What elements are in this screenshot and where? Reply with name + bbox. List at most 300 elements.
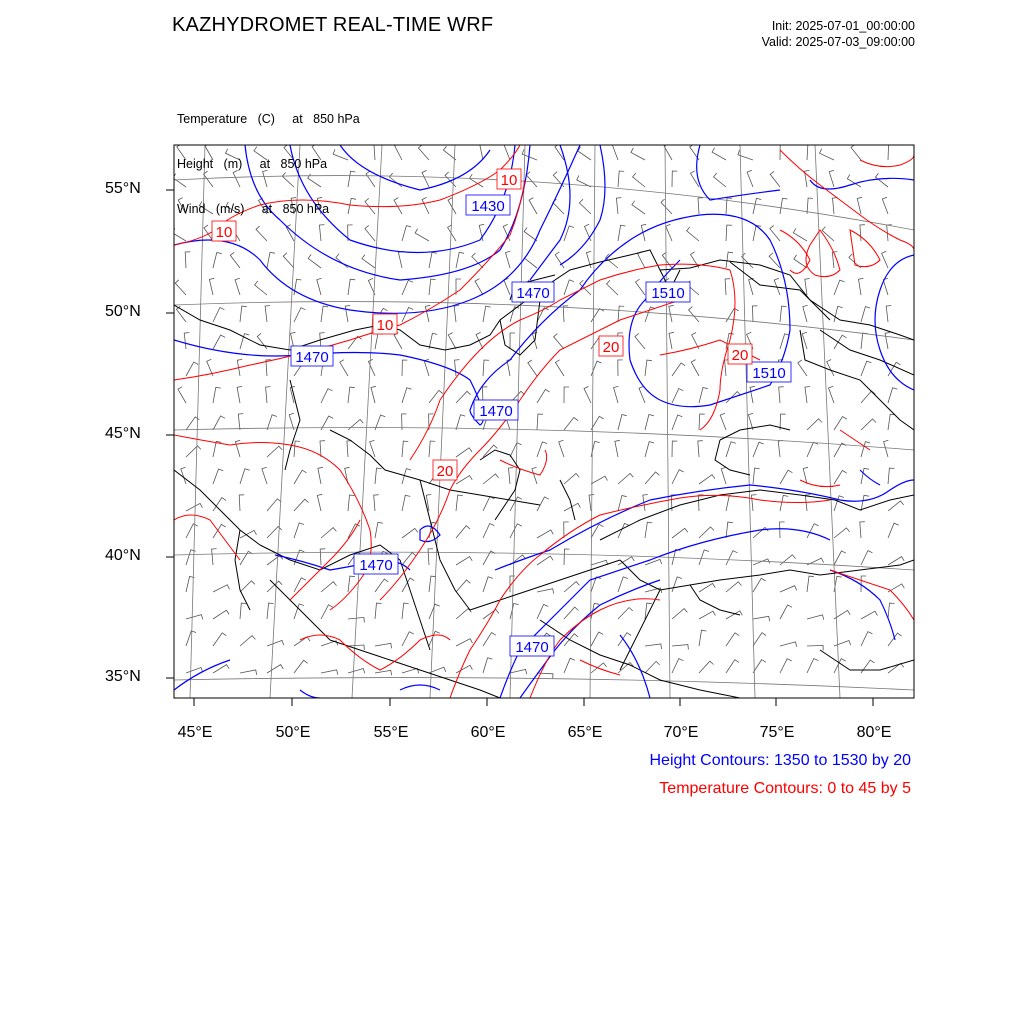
- wind-barb: [888, 557, 904, 565]
- wind-barb: [213, 308, 224, 323]
- wind-barb: [563, 306, 568, 322]
- wind-barb: [645, 360, 652, 376]
- wind-barb: [618, 225, 626, 241]
- wind-barb: [456, 526, 470, 538]
- wind-barb: [851, 144, 861, 160]
- wind-barb: [237, 386, 242, 403]
- wind-barb: [753, 225, 761, 241]
- wind-barb: [510, 604, 519, 620]
- wind-barb: [294, 660, 308, 673]
- wind-barb: [780, 470, 792, 484]
- wind-barb: [240, 603, 246, 619]
- wind-barb: [402, 280, 413, 295]
- wind-barb: [429, 631, 440, 646]
- wind-barb: [456, 476, 472, 485]
- wind-barb: [859, 278, 864, 295]
- wind-barb: [564, 582, 579, 592]
- wind-barb: [178, 387, 186, 403]
- wind-barb: [726, 551, 738, 565]
- wind-barb: [780, 495, 788, 511]
- wind-barb: [267, 252, 275, 268]
- wind-barb: [347, 441, 352, 457]
- wind-barb: [186, 362, 198, 376]
- temperature-label-text: 10: [500, 172, 518, 189]
- wind-barb: [537, 497, 549, 511]
- wind-barb: [725, 279, 730, 295]
- wind-barb: [537, 589, 554, 594]
- wind-barb: [591, 560, 608, 565]
- wind-barb: [395, 144, 402, 161]
- wind-barb: [615, 440, 620, 457]
- wind-barb: [213, 387, 221, 403]
- wind-barb: [753, 468, 760, 484]
- wind-barb: [820, 149, 835, 160]
- wind-barb: [616, 198, 621, 214]
- height-label: [747, 362, 791, 382]
- wind-barb: [402, 360, 407, 376]
- wind-barb: [672, 389, 683, 404]
- height-legend: Height Contours: 1350 to 1530 by 20: [649, 752, 911, 769]
- wind-barb: [827, 360, 834, 377]
- wind-barb: [348, 387, 355, 403]
- wind-barb: [726, 442, 736, 457]
- wind-barb: [834, 280, 845, 295]
- wind-barb: [885, 332, 890, 349]
- wind-barb: [294, 441, 300, 457]
- wind-barb: [504, 143, 510, 160]
- wind-barb: [805, 279, 810, 296]
- wind-barb: [753, 442, 764, 457]
- wind-barb: [456, 252, 464, 268]
- wind-barb: [834, 443, 846, 457]
- wind-barb: [807, 645, 823, 650]
- wind-barb: [456, 609, 471, 619]
- wind-barb: [591, 476, 607, 484]
- wind-barb: [266, 360, 271, 376]
- wind-barb: [888, 144, 894, 160]
- wind-barb: [807, 659, 818, 674]
- field-wind: Wind (m/s) at 850 hPa: [177, 202, 330, 216]
- wind-barb: [888, 523, 899, 538]
- wind-barb: [632, 201, 645, 214]
- wind-barb: [212, 549, 217, 565]
- wind-barb: [834, 528, 850, 538]
- wind-barb: [213, 633, 226, 646]
- wind-barb: [807, 144, 813, 160]
- wind-barb: [375, 579, 388, 592]
- wind-barb: [265, 306, 270, 323]
- wind-barb: [861, 660, 874, 673]
- wind-barb: [537, 414, 543, 430]
- wind-barb: [618, 360, 623, 376]
- wind-barb: [672, 441, 677, 457]
- wind-barb: [213, 416, 225, 430]
- wind-barb: [371, 386, 376, 403]
- wind-barb: [318, 467, 323, 484]
- wind-barb: [456, 415, 465, 430]
- wind-barb: [720, 413, 726, 430]
- wind-barb: [456, 580, 470, 592]
- wind-barb: [564, 549, 570, 565]
- wind-barb: [429, 279, 436, 295]
- wind-barb: [645, 415, 654, 431]
- temperature-label-text: 10: [376, 317, 394, 334]
- wind-barb: [267, 665, 283, 673]
- wind-barb: [294, 499, 309, 511]
- wind-barb: [699, 388, 708, 404]
- wind-barb: [639, 386, 645, 403]
- run-info: [762, 18, 915, 50]
- wind-barb: [415, 229, 429, 241]
- wind-barb: [176, 306, 186, 322]
- chart-title: KAZHYDROMET REAL-TIME WRF: [172, 14, 494, 36]
- wind-barb: [712, 148, 726, 160]
- wind-barb: [645, 442, 654, 457]
- wind-barb: [483, 306, 491, 322]
- wind-barb: [672, 577, 682, 592]
- wind-barb: [428, 549, 433, 565]
- country-borders: [174, 250, 914, 698]
- wind-barb: [537, 556, 553, 565]
- wind-barb: [209, 278, 214, 295]
- wind-barb: [564, 417, 578, 430]
- wind-barb: [807, 419, 822, 430]
- wind-barb: [317, 494, 322, 511]
- wind-barb: [671, 495, 676, 511]
- wind-barb: [672, 528, 688, 538]
- wind-barb: [752, 306, 757, 322]
- wind-barb: [483, 474, 499, 484]
- wind-barb: [633, 173, 645, 187]
- wind-barb: [362, 255, 375, 268]
- wind-barb: [213, 610, 229, 619]
- height-label: [474, 400, 518, 420]
- wind-barb: [672, 363, 685, 376]
- wind-barb: [861, 468, 869, 484]
- height-label: [354, 554, 398, 574]
- wind-barb: [770, 226, 780, 242]
- wind-barb: [636, 279, 646, 295]
- lon-label: 45°E: [177, 724, 213, 741]
- wind-barb: [726, 495, 734, 511]
- wind-barb: [666, 224, 672, 241]
- wind-barb: [888, 468, 894, 484]
- wind-barb: [691, 360, 699, 376]
- wind-barb: [554, 334, 564, 349]
- wind-barb: [699, 475, 715, 484]
- wind-barb: [607, 280, 619, 295]
- wind-barb: [555, 360, 564, 376]
- wind-barb: [429, 390, 443, 403]
- wind-barb: [402, 495, 410, 511]
- wind-barb: [698, 441, 703, 457]
- lon-label: 65°E: [567, 724, 603, 741]
- wind-barb: [794, 255, 807, 268]
- wind-barb: [888, 663, 904, 673]
- wind-barb: [612, 143, 618, 160]
- wind-barb: [564, 280, 574, 295]
- wind-barb: [267, 499, 281, 511]
- wind-barb: [578, 147, 591, 160]
- wind-barb: [672, 609, 687, 619]
- lat-label: 35°N: [105, 668, 141, 685]
- wind-barb: [317, 278, 322, 295]
- lat-label: 55°N: [105, 180, 141, 197]
- height-label-text: 1470: [479, 403, 513, 420]
- wind-barb: [456, 639, 473, 646]
- wind-barb: [186, 503, 203, 511]
- wind-barb: [618, 577, 628, 592]
- wind-barb: [429, 441, 435, 457]
- wind-barb: [638, 252, 645, 269]
- wind-barb: [483, 633, 496, 647]
- wind-barb: [584, 386, 591, 403]
- wind-barb: [454, 306, 459, 323]
- wind-barb: [375, 643, 392, 648]
- wind-barb: [750, 386, 755, 403]
- wind-barb: [564, 473, 579, 484]
- valid-time: Valid: 2025-07-03_09:00:00: [761, 35, 915, 49]
- wind-barb: [631, 148, 645, 160]
- wind-barb: [834, 306, 843, 322]
- wind-barb: [510, 669, 527, 674]
- wind-barb: [213, 253, 222, 269]
- wind-barb: [526, 172, 537, 187]
- wind-barb: [240, 636, 255, 646]
- wind-barb: [875, 173, 888, 187]
- wind-barb: [726, 660, 739, 673]
- wind-barb: [267, 640, 284, 646]
- wind-barb: [524, 228, 537, 242]
- lon-label: 75°E: [759, 724, 795, 741]
- wind-barb: [320, 441, 325, 457]
- wind-barb: [591, 632, 603, 646]
- wind-barb: [321, 528, 336, 538]
- temperature-label: [373, 314, 397, 334]
- wind-barb: [456, 391, 471, 403]
- wind-barb: [726, 225, 732, 241]
- wind-barb: [699, 583, 715, 592]
- wind-barb: [882, 251, 888, 268]
- wind-barb: [698, 198, 703, 214]
- wind-barb: [483, 497, 494, 511]
- wind-barb: [483, 577, 493, 592]
- wind-barb: [390, 173, 403, 187]
- wind-barb: [886, 306, 891, 323]
- wind-barb: [861, 333, 868, 349]
- wind-barb: [528, 360, 537, 376]
- wind-barb: [186, 524, 198, 538]
- wind-barb: [833, 198, 838, 214]
- wind-barb: [213, 469, 223, 484]
- wind-barb: [429, 252, 437, 268]
- wind-barb: [780, 642, 797, 647]
- wind-barb: [456, 557, 472, 566]
- wind-barb: [780, 306, 787, 322]
- wind-barb: [753, 660, 766, 673]
- wind-barb: [807, 615, 824, 620]
- wind-barb: [618, 608, 633, 620]
- wind-barb: [422, 197, 429, 214]
- temperature-label-text: 20: [436, 463, 454, 480]
- wind-barb: [456, 495, 463, 511]
- wind-barb: [375, 333, 383, 349]
- wind-barb: [699, 611, 715, 619]
- wind-barb: [348, 420, 363, 431]
- wind-barb: [239, 495, 244, 511]
- wind-barb: [753, 633, 766, 646]
- wind-barb: [672, 171, 677, 187]
- wind-barb: [294, 470, 307, 484]
- wind-barb: [238, 414, 243, 430]
- wind-barb: [807, 442, 818, 457]
- wind-barb: [348, 279, 355, 295]
- temperature-label-text: 10: [215, 224, 233, 241]
- wind-barb: [267, 555, 283, 565]
- wind-barb: [564, 634, 578, 646]
- wind-barb: [770, 171, 780, 187]
- wind-barb: [861, 361, 871, 376]
- wind-barb: [529, 198, 537, 214]
- wind-barb: [510, 524, 522, 538]
- height-label-text: 1430: [471, 198, 505, 215]
- wind-barb: [606, 254, 618, 268]
- height-label: [646, 282, 690, 302]
- wind-barb: [321, 389, 333, 403]
- wind-barb: [456, 448, 472, 457]
- wind-barb: [348, 669, 365, 674]
- wind-barb: [235, 440, 240, 457]
- wind-barb: [805, 387, 810, 404]
- wind-barb: [884, 440, 889, 457]
- wind-barb: [793, 228, 807, 241]
- wind-barb: [834, 470, 847, 484]
- wind-barb: [340, 360, 348, 376]
- wind-barb: [861, 419, 876, 430]
- wind-barb: [645, 661, 660, 673]
- wind-barb: [699, 527, 714, 538]
- wind-barb: [348, 576, 355, 592]
- wind-barb: [213, 335, 225, 349]
- wind-barb: [780, 198, 788, 214]
- wind-barb: [510, 333, 515, 349]
- temperature-label: [497, 169, 521, 189]
- wind-barb: [888, 414, 895, 430]
- wind-barb: [564, 387, 569, 403]
- wind-barb: [555, 252, 564, 268]
- height-label: [291, 346, 333, 366]
- wind-barb: [669, 305, 674, 322]
- height-label-text: 1510: [651, 285, 685, 302]
- lon-label: 60°E: [470, 724, 506, 741]
- wind-barb: [564, 658, 575, 673]
- wind-barb: [448, 225, 456, 241]
- wind-barb: [321, 670, 338, 675]
- wind-barb: [780, 555, 796, 565]
- wind-barb: [672, 415, 682, 430]
- wind-barb: [402, 226, 411, 241]
- wind-barb: [834, 641, 851, 647]
- wind-barb: [240, 469, 250, 484]
- wind-barb: [283, 253, 294, 268]
- wind-barb: [635, 333, 645, 349]
- wind-barb: [175, 280, 186, 295]
- wind-barb: [418, 145, 429, 160]
- wind-barb: [506, 251, 511, 268]
- wind-barb: [320, 549, 325, 565]
- wind-barb: [698, 495, 703, 511]
- wind-barb: [374, 495, 379, 511]
- wind-barb: [185, 252, 190, 268]
- wind-barb: [375, 522, 383, 538]
- wind-barb: [240, 306, 247, 322]
- wind-barb: [672, 645, 688, 650]
- wind-barb: [537, 442, 547, 457]
- wind-barb: [780, 605, 792, 619]
- wind-barb: [807, 576, 814, 592]
- wind-barb: [537, 530, 553, 538]
- wind-barb: [394, 333, 402, 349]
- wind-barb: [780, 586, 797, 592]
- wind-barb: [402, 307, 413, 322]
- wind-barb: [829, 170, 834, 187]
- lat-label: 40°N: [105, 547, 141, 564]
- wind-barb: [747, 170, 753, 187]
- wind-barb: [661, 199, 672, 214]
- wind-barb: [186, 668, 203, 674]
- wind-barb: [749, 278, 754, 295]
- wind-barb: [861, 551, 872, 565]
- wind-barb: [618, 171, 624, 187]
- wind-barb: [807, 524, 819, 538]
- wind-barb: [861, 611, 877, 619]
- wind-barb: [321, 582, 337, 592]
- wind-barb: [829, 386, 835, 403]
- field-descriptions: [177, 82, 360, 232]
- wind-barb: [345, 305, 350, 322]
- wind-barb: [213, 585, 230, 592]
- wind-barb: [483, 658, 492, 673]
- wind-barb: [803, 305, 808, 322]
- wind-barb: [564, 607, 579, 619]
- wind-barb: [255, 281, 267, 295]
- wind-barb: [888, 501, 904, 511]
- wind-barb: [374, 144, 379, 160]
- wind-barb: [483, 524, 494, 539]
- wind-barb: [470, 174, 484, 187]
- wind-barb: [780, 522, 785, 538]
- temperature-label: [728, 344, 752, 364]
- wind-barb: [618, 415, 627, 431]
- wind-barb: [425, 305, 430, 322]
- height-label: [512, 282, 554, 302]
- wind-barb: [475, 279, 483, 295]
- wind-barb: [422, 170, 429, 187]
- wind-barb: [753, 559, 770, 565]
- lon-label: 50°E: [275, 724, 311, 741]
- wind-barb: [861, 307, 870, 322]
- wind-barb: [645, 644, 662, 649]
- wind-barb: [559, 440, 564, 457]
- wind-barb: [240, 670, 257, 675]
- wind-barb: [483, 360, 489, 376]
- wind-barb: [780, 659, 792, 673]
- wind-barb: [672, 659, 683, 674]
- wind-barb: [448, 333, 456, 349]
- wind-barb: [184, 333, 189, 350]
- wind-barb: [510, 576, 515, 592]
- wind-barb: [504, 278, 510, 295]
